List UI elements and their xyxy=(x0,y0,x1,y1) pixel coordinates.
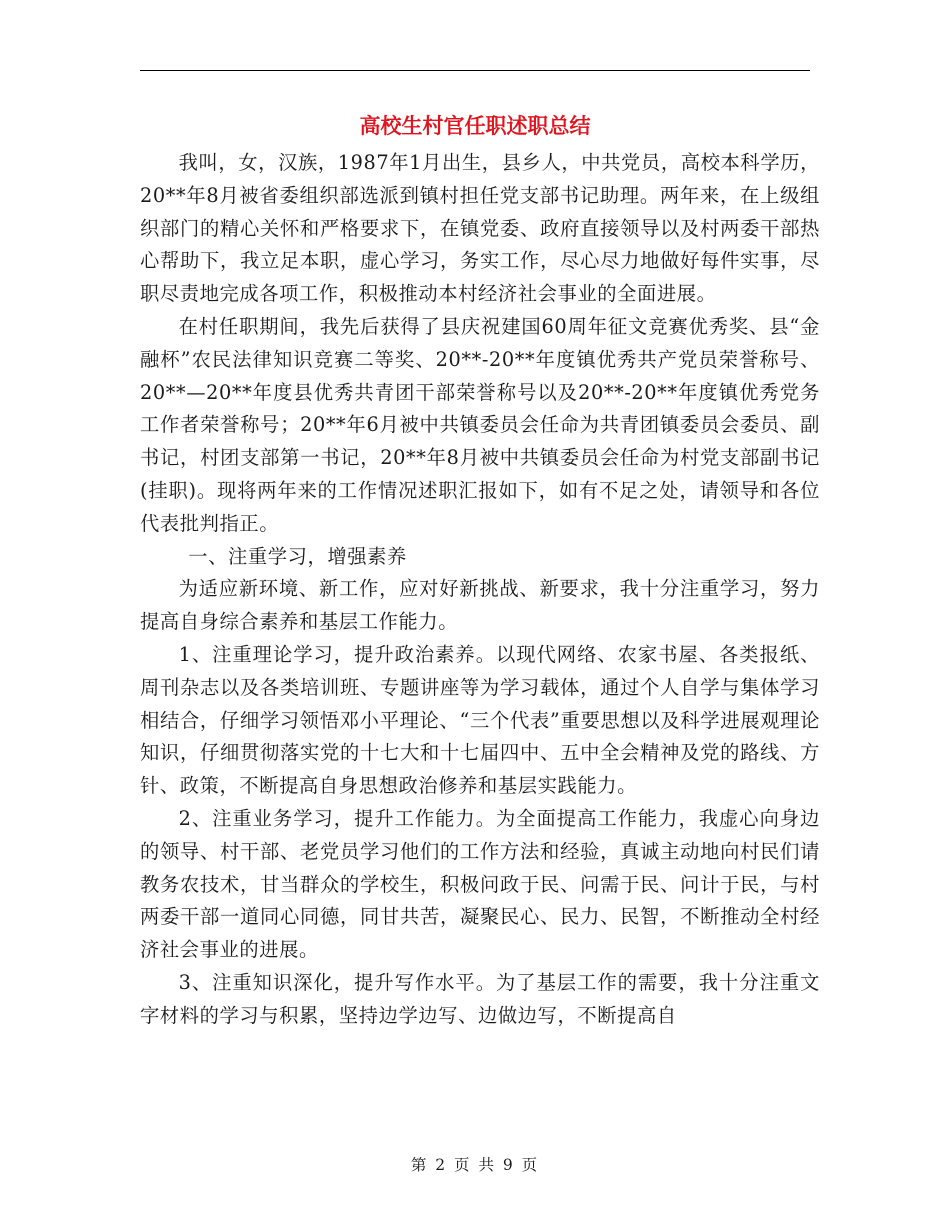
paragraph-honors: 在村任职期间，我先后获得了县庆祝建国60周年征文竞赛优秀奖、县“金融杯”农民法律知识竞赛二等奖、20**-20**年度镇优秀共产党员荣誉称号、20**—20**年度县优秀共青团干部荣誉称号以及20**-20**年度镇优秀党务工作者荣誉称号；20**年6月被中共镇委员会任命为共青团镇委员会委员、副书记，村团支部第一书记，20**年8月被中共镇委员会任命为村党支部副书记(挂职)。现将两年来的工作情况述职汇报如下，如有不足之处，请领导和各位代表批判指正。 xyxy=(140,314,820,535)
page-number-footer: 第 2 页 共 9 页 xyxy=(410,1156,540,1174)
document-body xyxy=(140,147,820,1033)
header-rule xyxy=(140,70,810,71)
paragraph-writing-skill: 3、注重知识深化，提升写作水平。为了基层工作的需要，我十分注重文字材料的学习与积累，坚持边学边写、边做边写，不断提高自 xyxy=(140,970,820,1027)
paragraph-study-overview: 为适应新环境、新工作，应对好新挑战、新要求，我十分注重学习，努力提高自身综合素养和基层工作能力。 xyxy=(140,577,820,634)
section-heading: 一、注重学习，增强素养 xyxy=(188,544,407,568)
paragraph-business-study: 2、注重业务学习，提升工作能力。为全面提高工作能力，我虚心向身边的领导、村干部、老党员学习他们的工作方法和经验，真诚主动地向村民们请教务农技术，甘当群众的学校生，积极问政于民、问需于民、问计于民，与村两委干部一道同心同德，同甘共苦，凝聚民心、民力、民智，不断推动全村经济社会事业的进展。 xyxy=(140,806,820,962)
paragraph-intro: 我叫，女，汉族，1987年1月出生，县乡人，中共党员，高校本科学历，20**年8月被省委组织部选派到镇村担任党支部书记助理。两年来，在上级组织部门的精心关怀和严格要求下，在镇党委、政府直接领导以及村两委干部热心帮助下，我立足本职，虚心学习，务实工作，尽心尽力地做好每件实事，尽职尽责地完成各项工作，积极推动本村经济社会事业的全面进展。 xyxy=(140,151,820,306)
document-title: 高校生村官任职述职总结 xyxy=(359,113,591,138)
paragraph-theory-study: 1、注重理论学习，提升政治素养。以现代网络、农家书屋、各类报纸、周刊杂志以及各类培训班、专题讲座等为学习载体，通过个人自学与集体学习相结合，仔细学习领悟邓小平理论、“三个代表”重要思想以及科学进展观理论知识，仔细贯彻落实党的十七大和十七届四中、五中全会精神及党的路线、方针、政策，不断提高自身思想政治修养和基层实践能力。 xyxy=(140,642,820,798)
